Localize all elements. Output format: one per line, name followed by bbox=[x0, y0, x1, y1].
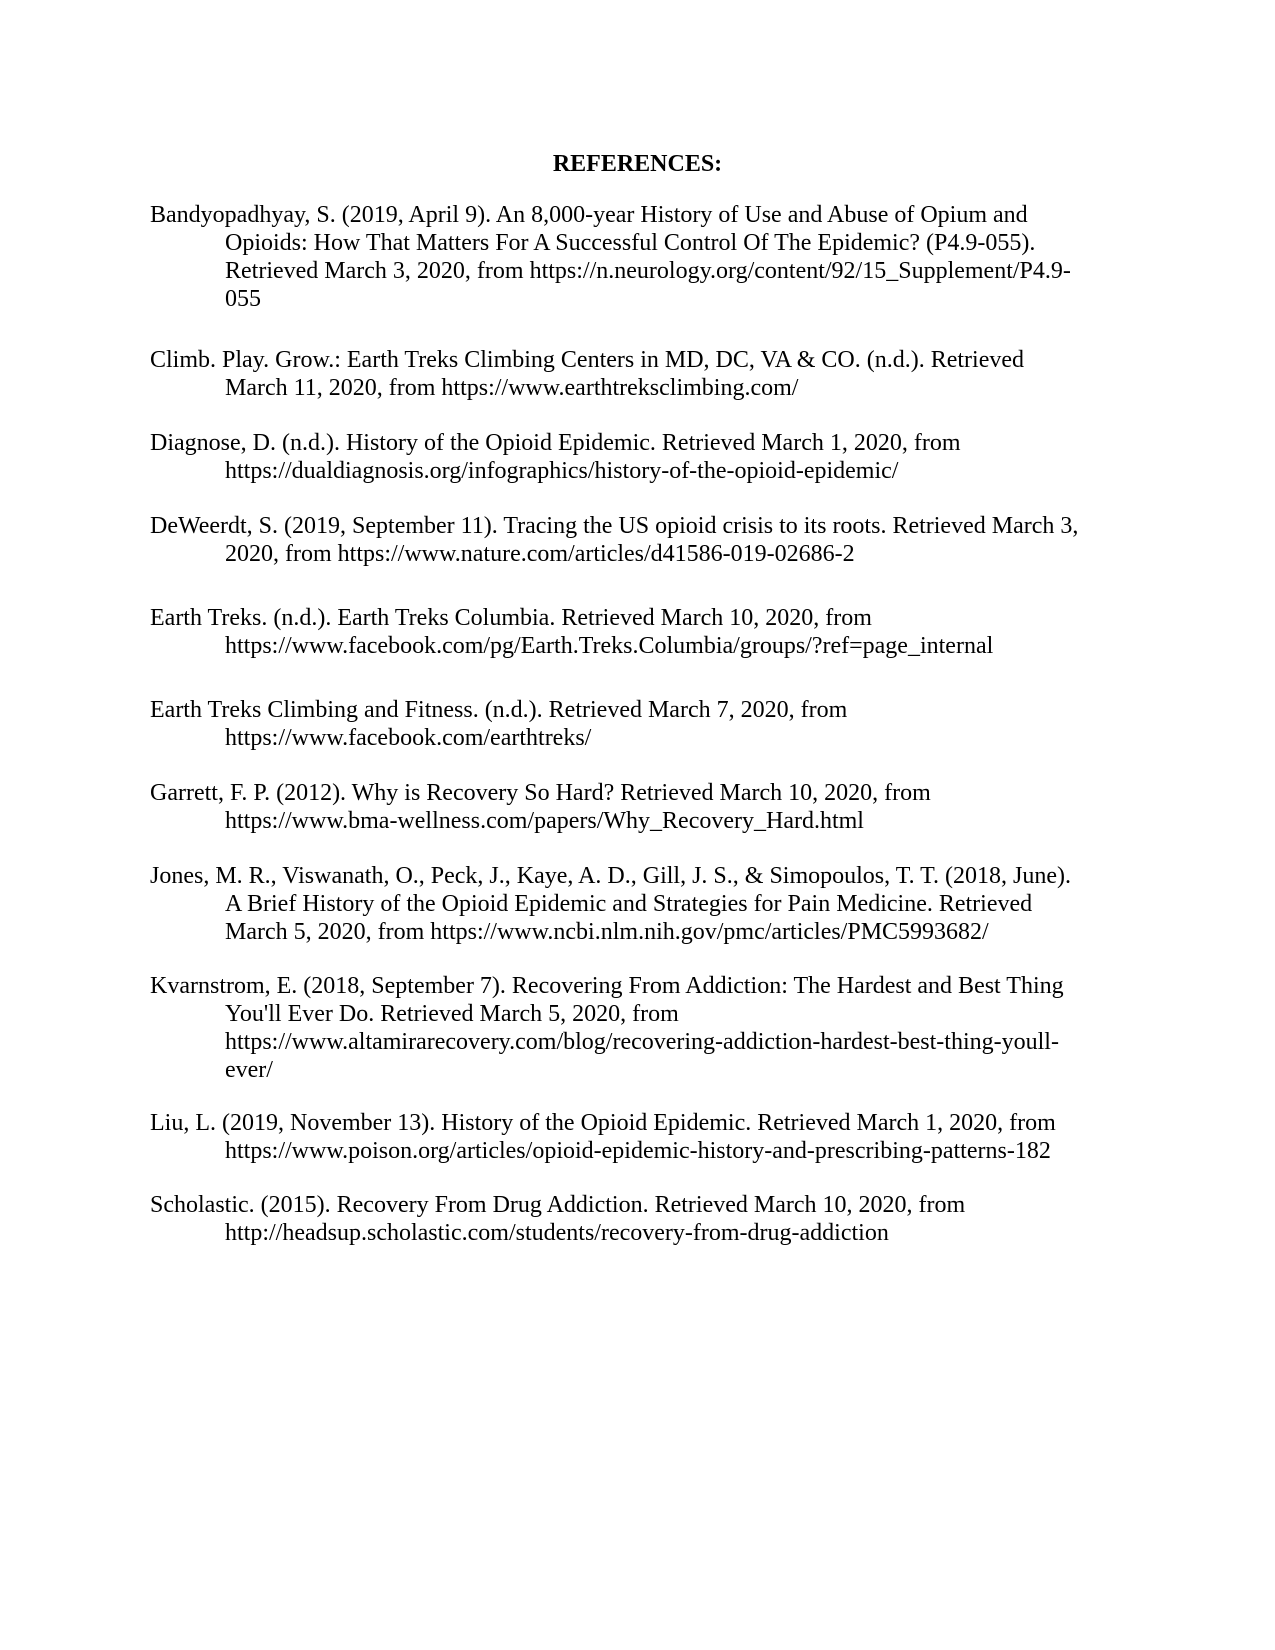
reference-entry bbox=[150, 862, 1130, 946]
reference-entry bbox=[150, 604, 1130, 660]
reference-line: Diagnose, D. (n.d.). History of the Opioid Epidemic. Retrieved March 1, 2020, from bbox=[150, 430, 961, 456]
reference-line: March 5, 2020, from https://www.ncbi.nlm.nih.gov/pmc/articles/PMC5993682/ bbox=[225, 919, 989, 945]
reference-line: https://www.bma-wellness.com/papers/Why_Recovery_Hard.html bbox=[225, 808, 864, 834]
reference-line: https://www.facebook.com/earthtreks/ bbox=[225, 725, 592, 751]
reference-line: http://headsup.scholastic.com/students/recovery-from-drug-addiction bbox=[225, 1220, 889, 1246]
reference-line: Kvarnstrom, E. (2018, September 7). Recovering From Addiction: The Hardest and Best Thing bbox=[150, 973, 1064, 999]
reference-entry bbox=[150, 1109, 1130, 1165]
reference-line: https://www.poison.org/articles/opioid-epidemic-history-and-prescribing-patterns-182 bbox=[225, 1138, 1051, 1164]
reference-line: A Brief History of the Opioid Epidemic and Strategies for Pain Medicine. Retrieved bbox=[225, 891, 1033, 917]
reference-entry bbox=[150, 779, 1130, 835]
references-heading: REFERENCES: bbox=[552, 151, 723, 177]
reference-line: 055 bbox=[225, 286, 261, 312]
reference-line: Retrieved March 3, 2020, from https://n.neurology.org/content/92/15_Supplement/P4.9- bbox=[225, 258, 1071, 284]
reference-line: Earth Treks. (n.d.). Earth Treks Columbia. Retrieved March 10, 2020, from bbox=[150, 605, 872, 631]
reference-line: Earth Treks Climbing and Fitness. (n.d.). Retrieved March 7, 2020, from bbox=[150, 697, 848, 723]
reference-entry bbox=[150, 972, 1130, 1084]
reference-line: Liu, L. (2019, November 13). History of the Opioid Epidemic. Retrieved March 1, 2020, from bbox=[150, 1110, 1056, 1136]
reference-line: 2020, from https://www.nature.com/articles/d41586-019-02686-2 bbox=[225, 541, 855, 567]
reference-line: Jones, M. R., Viswanath, O., Peck, J., Kaye, A. D., Gill, J. S., & Simopoulos, T. T. (2018, June). bbox=[150, 863, 1071, 889]
reference-line: https://www.facebook.com/pg/Earth.Treks.Columbia/groups/?ref=page_internal bbox=[225, 633, 994, 659]
reference-entry bbox=[150, 696, 1130, 752]
reference-entry bbox=[150, 1191, 1130, 1247]
reference-line: March 11, 2020, from https://www.earthtreksclimbing.com/ bbox=[225, 375, 799, 401]
reference-line: Garrett, F. P. (2012). Why is Recovery So Hard? Retrieved March 10, 2020, from bbox=[150, 780, 931, 806]
reference-line: ever/ bbox=[225, 1057, 273, 1083]
reference-line: Climb. Play. Grow.: Earth Treks Climbing Centers in MD, DC, VA & CO. (n.d.). Retrieved bbox=[150, 347, 1024, 373]
reference-line: Bandyopadhyay, S. (2019, April 9). An 8,000-year History of Use and Abuse of Opium and bbox=[150, 202, 1028, 228]
reference-entry bbox=[150, 512, 1130, 568]
reference-line: https://www.altamirarecovery.com/blog/recovering-addiction-hardest-best-thing-youll- bbox=[225, 1029, 1059, 1055]
reference-entry bbox=[150, 201, 1130, 313]
reference-entry bbox=[150, 346, 1130, 402]
reference-line: Scholastic. (2015). Recovery From Drug Addiction. Retrieved March 10, 2020, from bbox=[150, 1192, 966, 1218]
reference-line: Opioids: How That Matters For A Successful Control Of The Epidemic? (P4.9-055). bbox=[225, 230, 1036, 256]
reference-line: https://dualdiagnosis.org/infographics/history-of-the-opioid-epidemic/ bbox=[225, 458, 899, 484]
reference-line: DeWeerdt, S. (2019, September 11). Tracing the US opioid crisis to its roots. Retrieved March 3, bbox=[150, 513, 1079, 539]
reference-entry bbox=[150, 429, 1130, 485]
reference-line: You'll Ever Do. Retrieved March 5, 2020, from bbox=[225, 1001, 679, 1027]
